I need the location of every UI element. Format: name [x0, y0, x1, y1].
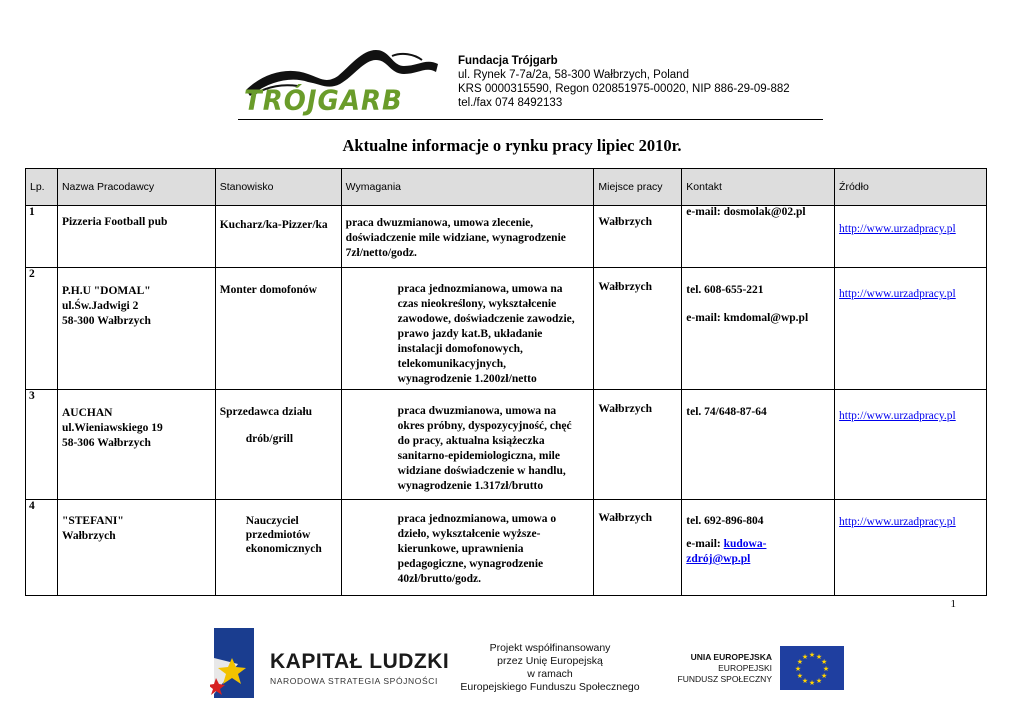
requirement-line: dzieło, wykształcenie wyższe- [397, 528, 541, 540]
row-number: 3 [29, 390, 35, 402]
org-registry: KRS 0000315590, Regon 020851975-00020, NIP 886-29-09-882 [458, 83, 790, 95]
source-link[interactable]: http://www.urzadpracy.pl [839, 223, 956, 235]
trojgarb-logo [242, 44, 442, 120]
requirement-line: zawodowe, doświadczenie zawodzie, [397, 313, 575, 325]
requirement-line: wynagrodzenie 1.317zł/brutto [397, 480, 544, 492]
employer-line: P.H.U "DOMAL" [61, 285, 151, 297]
project-line: Projekt współfinansowany [489, 642, 611, 654]
eu-star-icon: ★ [820, 672, 828, 680]
source-link[interactable]: http://www.urzadpracy.pl [839, 410, 956, 422]
requirement-line: telekomunikacyjnych, [397, 358, 506, 370]
employer-line: Pizzeria Football pub [61, 216, 168, 228]
col-place: Miejsce pracy [594, 169, 682, 206]
eu-line: FUNDUSZ SPOŁECZNY [677, 674, 772, 684]
position-line: przedmiotów [245, 529, 311, 541]
contact-line: e-mail: dosmolak@02.pl [686, 206, 806, 218]
project-line: przez Unię Europejską [497, 655, 603, 667]
table-row [26, 390, 987, 500]
header-divider [238, 119, 823, 120]
row-number: 4 [29, 500, 35, 512]
table-row [26, 206, 987, 268]
col-source: Źródło [835, 169, 987, 206]
place: Wałbrzych [598, 512, 653, 524]
source-link[interactable]: http://www.urzadpracy.pl [839, 516, 956, 528]
project-line: Europejskiego Funduszu Społecznego [460, 681, 640, 693]
place: Wałbrzych [598, 281, 653, 293]
email-link[interactable]: zdrój@wp.pl [686, 553, 751, 565]
row-number: 1 [29, 206, 35, 218]
requirement-line: wynagrodzenie 1.200zł/netto [397, 373, 537, 385]
table-header-row [26, 169, 987, 206]
position-line: Monter domofonów [219, 284, 317, 296]
col-position: Stanowisko [215, 169, 341, 206]
kapital-ludzki-logo [210, 628, 256, 700]
requirement-line: praca dwuzmianowa, umowa zlecenie, [345, 217, 534, 229]
employer-line: Wałbrzych [61, 530, 116, 542]
eu-star-icon: ★ [808, 679, 816, 687]
page-title: Aktualne informacje o rynku pracy lipiec 2010r. [342, 136, 682, 155]
requirement-line: doświadczenie mile widziane, wynagrodzenie [345, 232, 566, 244]
requirement-line: praca dwuzmianowa, umowa na [397, 405, 557, 417]
requirement-line: okres próbny, dyspozycyjność, chęć [397, 420, 572, 432]
eu-star-icon: ★ [796, 672, 804, 680]
requirement-line: praca jednozmianowa, umowa o [397, 513, 557, 525]
eu-line: UNIA EUROPEJSKA [690, 652, 772, 662]
requirement-line: 40zł/brutto/godz. [397, 573, 482, 585]
kl-title: KAPITAŁ LUDZKI [270, 650, 450, 673]
eu-star-icon: ★ [822, 665, 830, 673]
requirement-line: widziane doświadczenie w handlu, [397, 465, 566, 477]
page-number: 1 [950, 598, 956, 610]
org-info [458, 54, 790, 110]
eu-text [662, 652, 772, 685]
eu-star-icon: ★ [796, 658, 804, 666]
employer-line: 58-306 Wałbrzych [61, 437, 151, 449]
contact-line: e-mail: kmdomal@wp.pl [686, 312, 809, 324]
eu-star-icon: ★ [801, 652, 809, 661]
position-line: ekonomicznych [245, 543, 322, 555]
table-row [26, 268, 987, 390]
contact-line: tel. 608-655-221 [686, 284, 764, 296]
eu-star-icon: ★ [815, 677, 823, 686]
place: Wałbrzych [598, 403, 653, 415]
requirement-line: prawo jazdy kat.B, układanie [397, 328, 543, 340]
requirement-line: kierunkowe, uprawnienia [397, 543, 524, 555]
requirement-line: instalacji domofonowych, [397, 343, 523, 355]
eu-star-icon: ★ [820, 658, 828, 666]
org-address: ul. Rynek 7-7a/2a, 58-300 Wałbrzych, Poland [458, 69, 689, 81]
employer-line: ul.Św.Jadwigi 2 [61, 300, 139, 312]
eu-line: EUROPEJSKI [718, 663, 772, 673]
requirement-line: 7zł/netto/godz. [345, 247, 417, 259]
table-row [26, 500, 987, 596]
employer-line: "STEFANI" [61, 515, 124, 527]
eu-star-icon: ★ [808, 651, 816, 659]
requirement-line: czas nieokreślony, wykształcenie [397, 298, 557, 310]
col-contact: Kontakt [682, 169, 835, 206]
requirement-line: pedagogiczne, wynagrodzenie [397, 558, 544, 570]
requirement-line: sanitarno-epidemiologiczna, mile [397, 450, 560, 462]
contact-line: tel. 692-896-804 [686, 515, 764, 527]
eu-star-icon: ★ [815, 652, 823, 661]
eu-star-icon: ★ [801, 677, 809, 686]
source-link[interactable]: http://www.urzadpracy.pl [839, 288, 956, 300]
employer-line: AUCHAN [61, 407, 113, 419]
col-lp: Lp. [26, 169, 58, 206]
email-link[interactable]: kudowa- [723, 538, 767, 550]
org-name: Fundacja Trójgarb [458, 55, 558, 67]
place: Wałbrzych [598, 216, 653, 228]
position-line: drób/grill [245, 433, 294, 445]
position-line: Sprzedawca działu [219, 406, 313, 418]
eu-star-icon: ★ [794, 665, 802, 673]
col-requirements: Wymagania [341, 169, 594, 206]
row-number: 2 [29, 268, 35, 280]
col-employer: Nazwa Pracodawcy [57, 169, 215, 206]
position-line: Kucharz/ka-Pizzer/ka [219, 219, 328, 231]
requirement-line: do pracy, aktualna książeczka [397, 435, 545, 447]
position-line: Nauczyciel [245, 515, 299, 527]
project-info [440, 642, 660, 694]
employer-line: ul.Wieniawskiego 19 [61, 422, 163, 434]
employer-line: 58-300 Wałbrzych [61, 315, 151, 327]
job-table [25, 168, 987, 596]
contact-label: e-mail: [686, 538, 724, 550]
logo-text: TRÓJGARB [244, 85, 403, 117]
org-phone: tel./fax 074 8492133 [458, 97, 563, 109]
kl-subtitle: NARODOWA STRATEGIA SPÓJNOŚCI [270, 676, 438, 686]
project-line: w ramach [527, 668, 573, 680]
eu-flag [780, 646, 844, 690]
contact-line: tel. 74/648-87-64 [686, 406, 767, 418]
requirement-line: praca jednozmianowa, umowa na [397, 283, 563, 295]
